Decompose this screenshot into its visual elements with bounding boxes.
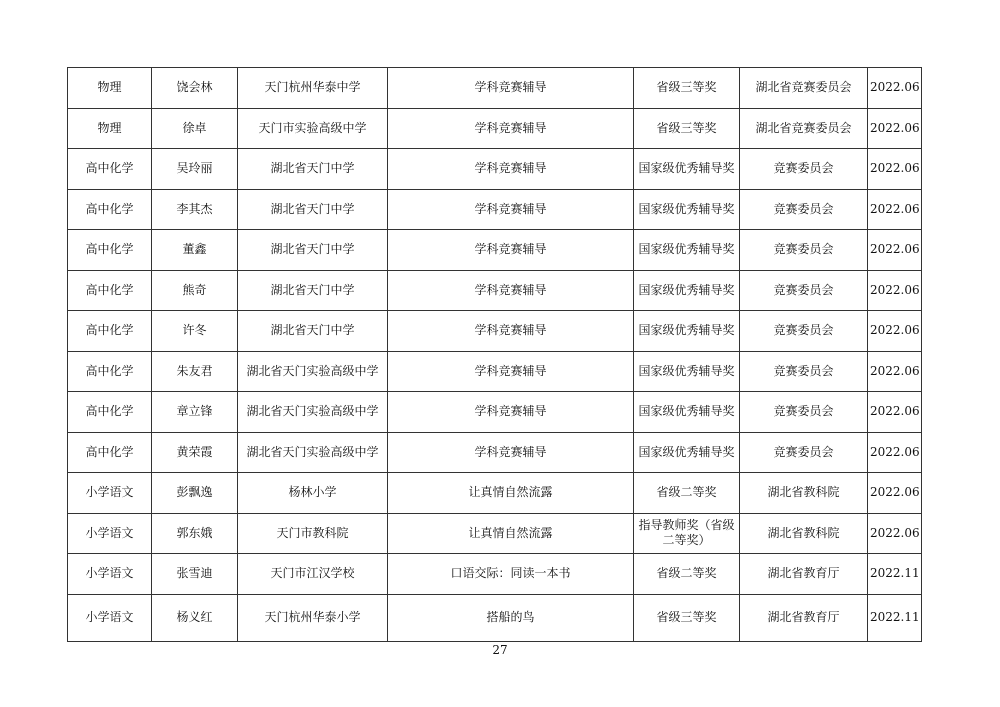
award-cell: 国家级优秀辅导奖 [634, 311, 740, 352]
award-cell: 国家级优秀辅导奖 [634, 392, 740, 433]
issuer-cell: 竞赛委员会 [740, 149, 868, 190]
date-cell: 2022.06 [868, 270, 922, 311]
issuer-cell: 竞赛委员会 [740, 230, 868, 271]
teacher-name-cell: 郭东娥 [152, 513, 238, 554]
issuer-cell: 湖北省竞赛委员会 [740, 108, 868, 149]
project-cell: 学科竞赛辅导 [388, 392, 634, 433]
award-cell: 国家级优秀辅导奖 [634, 270, 740, 311]
project-cell: 口语交际：同读一本书 [388, 554, 634, 595]
award-cell: 国家级优秀辅导奖 [634, 189, 740, 230]
table-row [68, 108, 922, 149]
table-row [68, 351, 922, 392]
project-cell: 让真情自然流露 [388, 513, 634, 554]
issuer-cell: 竞赛委员会 [740, 351, 868, 392]
project-cell: 学科竞赛辅导 [388, 68, 634, 109]
subject-cell: 高中化学 [68, 149, 152, 190]
subject-cell: 小学语文 [68, 473, 152, 514]
date-cell: 2022.11 [868, 594, 922, 641]
school-cell: 天门市实验高级中学 [238, 108, 388, 149]
subject-cell: 物理 [68, 68, 152, 109]
award-cell: 国家级优秀辅导奖 [634, 432, 740, 473]
teacher-name-cell: 董鑫 [152, 230, 238, 271]
school-cell: 湖北省天门实验高级中学 [238, 392, 388, 433]
date-cell: 2022.06 [868, 392, 922, 433]
date-cell: 2022.11 [868, 554, 922, 595]
table-row [68, 513, 922, 554]
school-cell: 湖北省天门中学 [238, 270, 388, 311]
award-cell: 国家级优秀辅导奖 [634, 149, 740, 190]
school-cell: 杨林小学 [238, 473, 388, 514]
issuer-cell: 竞赛委员会 [740, 311, 868, 352]
teacher-name-cell: 饶会林 [152, 68, 238, 109]
teacher-name-cell: 彭飘逸 [152, 473, 238, 514]
award-cell: 国家级优秀辅导奖 [634, 351, 740, 392]
issuer-cell: 湖北省教育厅 [740, 594, 868, 641]
award-cell: 省级三等奖 [634, 108, 740, 149]
teacher-name-cell: 张雪迪 [152, 554, 238, 595]
subject-cell: 物理 [68, 108, 152, 149]
table-body [68, 68, 922, 642]
subject-cell: 高中化学 [68, 189, 152, 230]
teacher-name-cell: 徐卓 [152, 108, 238, 149]
date-cell: 2022.06 [868, 473, 922, 514]
date-cell: 2022.06 [868, 432, 922, 473]
issuer-cell: 竞赛委员会 [740, 189, 868, 230]
school-cell: 湖北省天门实验高级中学 [238, 351, 388, 392]
project-cell: 学科竞赛辅导 [388, 189, 634, 230]
teacher-name-cell: 吴玲丽 [152, 149, 238, 190]
table-row [68, 392, 922, 433]
table-row [68, 554, 922, 595]
subject-cell: 小学语文 [68, 513, 152, 554]
school-cell: 湖北省天门中学 [238, 230, 388, 271]
school-cell: 湖北省天门中学 [238, 189, 388, 230]
table-row [68, 270, 922, 311]
award-cell: 指导教师奖（省级二等奖） [634, 513, 740, 554]
project-cell: 学科竞赛辅导 [388, 230, 634, 271]
table-row [68, 432, 922, 473]
project-cell: 学科竞赛辅导 [388, 432, 634, 473]
project-cell: 学科竞赛辅导 [388, 149, 634, 190]
teacher-name-cell: 许冬 [152, 311, 238, 352]
school-cell: 天门市教科院 [238, 513, 388, 554]
teacher-name-cell: 杨义红 [152, 594, 238, 641]
subject-cell: 高中化学 [68, 230, 152, 271]
subject-cell: 高中化学 [68, 270, 152, 311]
issuer-cell: 竞赛委员会 [740, 270, 868, 311]
issuer-cell: 竞赛委员会 [740, 432, 868, 473]
school-cell: 湖北省天门中学 [238, 311, 388, 352]
project-cell: 搭船的鸟 [388, 594, 634, 641]
date-cell: 2022.06 [868, 351, 922, 392]
date-cell: 2022.06 [868, 189, 922, 230]
table-row [68, 473, 922, 514]
teacher-name-cell: 朱友君 [152, 351, 238, 392]
school-cell: 湖北省天门中学 [238, 149, 388, 190]
subject-cell: 小学语文 [68, 554, 152, 595]
teacher-name-cell: 李其杰 [152, 189, 238, 230]
table-row [68, 189, 922, 230]
table-row [68, 594, 922, 641]
teacher-name-cell: 熊奇 [152, 270, 238, 311]
issuer-cell: 湖北省教科院 [740, 513, 868, 554]
teacher-name-cell: 章立锋 [152, 392, 238, 433]
issuer-cell: 湖北省教科院 [740, 473, 868, 514]
table-row [68, 149, 922, 190]
award-cell: 国家级优秀辅导奖 [634, 230, 740, 271]
page-number: 27 [492, 643, 508, 657]
issuer-cell: 湖北省竞赛委员会 [740, 68, 868, 109]
subject-cell: 高中化学 [68, 432, 152, 473]
school-cell: 天门杭州华泰小学 [238, 594, 388, 641]
date-cell: 2022.06 [868, 108, 922, 149]
teacher-name-cell: 黄荣霞 [152, 432, 238, 473]
awards-table [67, 67, 922, 642]
table-row [68, 311, 922, 352]
award-cell: 省级三等奖 [634, 594, 740, 641]
award-cell: 省级二等奖 [634, 473, 740, 514]
project-cell: 学科竞赛辅导 [388, 311, 634, 352]
date-cell: 2022.06 [868, 513, 922, 554]
subject-cell: 小学语文 [68, 594, 152, 641]
school-cell: 湖北省天门实验高级中学 [238, 432, 388, 473]
date-cell: 2022.06 [868, 149, 922, 190]
date-cell: 2022.06 [868, 230, 922, 271]
date-cell: 2022.06 [868, 68, 922, 109]
subject-cell: 高中化学 [68, 392, 152, 433]
school-cell: 天门市江汉学校 [238, 554, 388, 595]
project-cell: 让真情自然流露 [388, 473, 634, 514]
subject-cell: 高中化学 [68, 311, 152, 352]
award-cell: 省级三等奖 [634, 68, 740, 109]
award-cell: 省级二等奖 [634, 554, 740, 595]
project-cell: 学科竞赛辅导 [388, 108, 634, 149]
issuer-cell: 湖北省教育厅 [740, 554, 868, 595]
project-cell: 学科竞赛辅导 [388, 351, 634, 392]
issuer-cell: 竞赛委员会 [740, 392, 868, 433]
project-cell: 学科竞赛辅导 [388, 270, 634, 311]
date-cell: 2022.06 [868, 311, 922, 352]
school-cell: 天门杭州华泰中学 [238, 68, 388, 109]
table-row [68, 68, 922, 109]
table-row [68, 230, 922, 271]
subject-cell: 高中化学 [68, 351, 152, 392]
